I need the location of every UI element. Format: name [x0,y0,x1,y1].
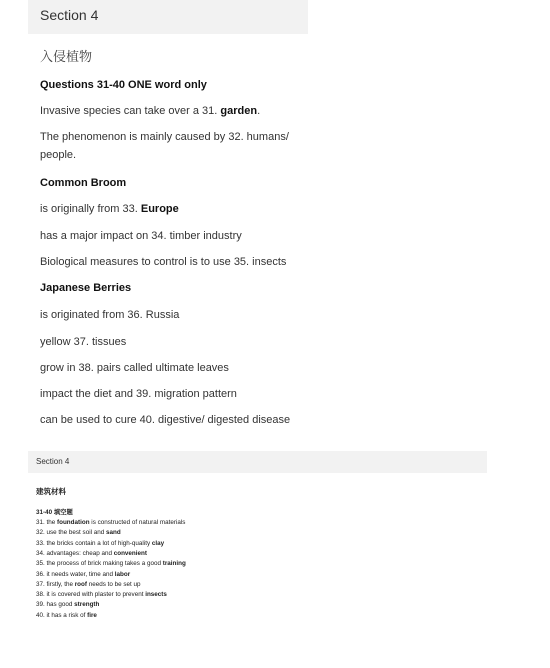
question-37: yellow 37. tissues [40,336,127,348]
answer-word: labor [114,570,131,578]
page-title: 入侵植物 [40,49,93,64]
list-item [36,591,167,598]
answer-word: training [162,560,186,568]
answer-word: sand [106,529,121,537]
item-text: is constructed of natural materials [89,519,186,526]
section-label: Section 4 [36,457,70,466]
question-39: impact the diet and 39. migration pattern [40,388,237,400]
answer-word: foundation [57,519,90,526]
question-35: Biological measures to control is to use 35. insects [40,256,287,268]
answer-word: convenient [113,549,147,557]
page-title-2: 建筑材料 [36,487,66,496]
list-item [36,529,121,536]
q31-answer: garden [220,105,258,117]
list-item [36,519,185,526]
item-text: 35. the process of brick making takes a good [36,560,163,568]
item-text: 36. it needs water, time and [36,570,115,578]
questions-heading: Questions 31-40 ONE word only [40,79,207,91]
subheading-2: 31-40 填空题 [36,509,73,516]
item-text: 34. advantages: cheap and [36,549,114,557]
q31-text: Invasive species can take over a 31. [40,105,221,117]
item-text: 40. it has a risk of [36,611,88,619]
q33-answer: Europe [140,203,179,215]
question-33 [40,203,179,215]
list-item [36,560,186,567]
list-item [36,581,141,588]
question-34: has a major impact on 34. timber industry [40,230,242,242]
item-text: 39. has good [36,601,75,609]
item-text: needs to be set up [86,580,141,588]
item-text: 31. the [36,519,58,526]
answer-word: roof [74,580,87,588]
list-item [36,601,99,608]
item-text: 33. the bricks contain a lot of high-quality [36,539,152,547]
q33-text: is originally from 33. [40,203,141,215]
question-32: The phenomenon is mainly caused by 32. humans/ people. [40,131,289,161]
item-text: 37. firstly, the [36,580,75,588]
question-31 [40,105,260,117]
q31-period: . [257,105,261,117]
section-label: Section 4 [40,7,99,23]
answer-word: insects [145,591,167,599]
question-38: grow in 38. pairs called ultimate leaves [40,362,229,374]
answer-word: fire [87,611,97,619]
answer-word: clay [151,539,165,547]
section-header-1 [28,0,308,34]
item-text: 38. it is covered with plaster to prevent [36,591,146,599]
heading-japanese-berries: Japanese Berries [40,282,132,294]
question-36: is originated from 36. Russia [40,309,180,321]
list-item [36,540,164,547]
section-header-2 [28,451,487,473]
item-text: 32. use the best soil and [36,529,107,537]
answer-word: strength [74,601,100,609]
question-40: can be used to cure 40. digestive/ digested disease [40,414,291,426]
list-item [36,571,130,578]
list-item [36,550,147,557]
heading-common-broom: Common Broom [40,177,127,189]
list-item [36,612,97,619]
